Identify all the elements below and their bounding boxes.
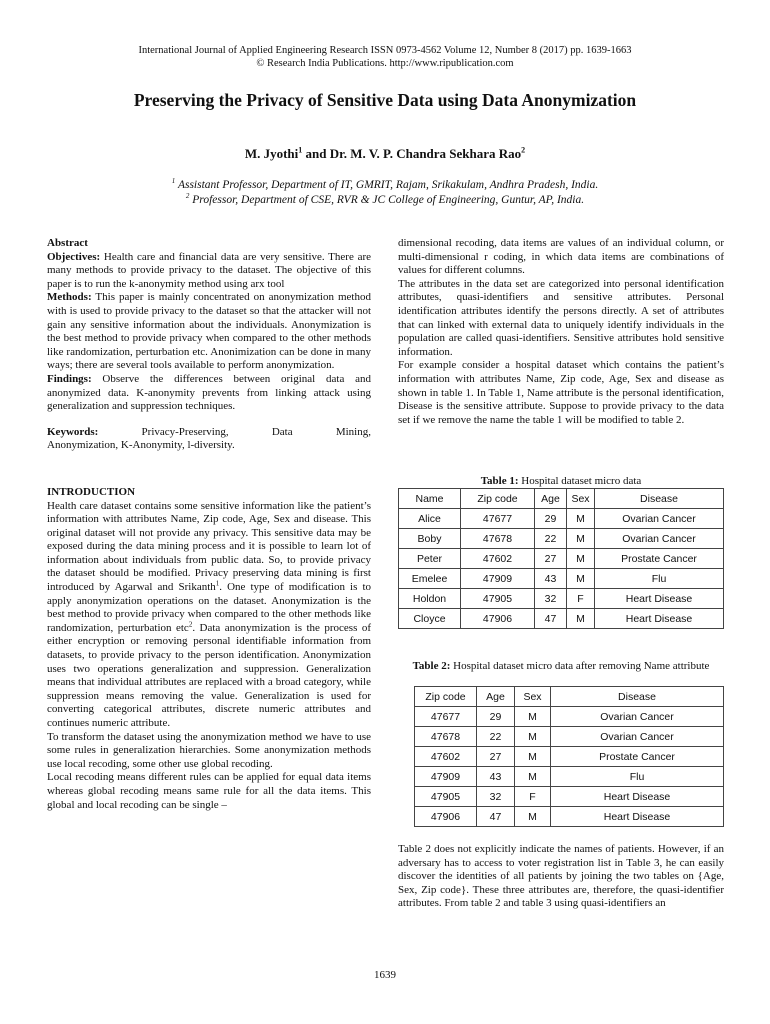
table-cell: 47678: [461, 529, 535, 549]
table-1-caption-text: Hospital dataset micro data: [518, 475, 642, 487]
table-cell: 47602: [415, 747, 477, 767]
table-cell: Holdon: [399, 589, 461, 609]
table-cell: Boby: [399, 529, 461, 549]
author-1: M. Jyothi: [244, 146, 299, 161]
column-header: Disease: [551, 687, 724, 707]
table-cell: 29: [535, 509, 567, 529]
table-cell: M: [515, 807, 551, 827]
journal-header-line2: © Research India Publications. http://www.ripublication.com: [256, 58, 514, 69]
table-cell: M: [567, 549, 595, 569]
table-cell: 47677: [461, 509, 535, 529]
column-header: Name: [399, 489, 461, 509]
right-column-bottom: [398, 843, 724, 911]
table-cell: 47909: [461, 569, 535, 589]
table-cell: Emelee: [399, 569, 461, 589]
table-row: [415, 747, 724, 767]
table-1: [398, 488, 724, 629]
table-cell: 47905: [461, 589, 535, 609]
right-column-top: [398, 237, 724, 427]
abstract-objectives: [47, 251, 371, 292]
table-cell: Heart Disease: [551, 807, 724, 827]
table-cell: M: [567, 529, 595, 549]
author-2: and Dr. M. V. P. Chandra Sekhara Rao: [302, 146, 522, 161]
table-row: [415, 707, 724, 727]
table-cell: Prostate Cancer: [595, 549, 724, 569]
table-cell: 27: [477, 747, 515, 767]
keyword-2: Data: [271, 425, 293, 438]
citation-2: 2: [188, 620, 193, 629]
table-cell: 47905: [415, 787, 477, 807]
table-1-caption: [398, 475, 724, 489]
affiliation-1: [0, 178, 770, 193]
table-header-row: [415, 687, 724, 707]
affiliation-2-text: Professor, Department of CSE, RVR & JC College of Engineering, Guntur, AP, India.: [189, 194, 585, 206]
citation-1: 1: [215, 579, 220, 588]
affiliation-2-sup: 2: [185, 192, 190, 201]
keywords-line-1: [47, 426, 371, 440]
affiliation-1-sup: 1: [171, 177, 176, 186]
column-header: Age: [477, 687, 515, 707]
table-cell: M: [515, 727, 551, 747]
table-cell: 47: [477, 807, 515, 827]
table-cell: 47602: [461, 549, 535, 569]
table-2-caption-text: Hospital dataset micro data after removing Name attribute: [450, 660, 710, 672]
table-row: [415, 807, 724, 827]
table-cell: Ovarian Cancer: [551, 707, 724, 727]
intro-p1-b: . One type of modification is to apply anonymization operations on the dataset. Anonymization is the best method to provide privacy when compared to the other methods like randomization, perturbation etc: [47, 581, 371, 634]
right-paragraph-1: dimensional recoding, data items are values of an individual column, or multi-dimensional r coding, in which data items are combinations of values for different columns.: [398, 237, 724, 277]
table-cell: 22: [477, 727, 515, 747]
table-cell: Flu: [551, 767, 724, 787]
abstract-heading: Abstract: [47, 237, 88, 249]
abstract-methods: [47, 291, 371, 373]
left-column: [47, 237, 371, 812]
right-paragraph-4: Table 2 does not explicitly indicate the names of patients. However, if an adversary has to access to voter registration list in Table 3, he can easily discover the identities of all patients by joining the two tables on {Age, Sex, Zip code}. These three attributes are, therefore, the quasi-identifier attributes. From table 2 and table 3 using quasi-identifiers an: [398, 843, 724, 910]
table-cell: Heart Disease: [551, 787, 724, 807]
author-2-sup: 2: [521, 145, 526, 155]
table-cell: Prostate Cancer: [551, 747, 724, 767]
column-header: Zip code: [415, 687, 477, 707]
right-paragraph-2: The attributes in the data set are categorized into personal identification attributes, quasi-identifiers and sensitive attributes. Personal identification attributes identify the persons directly. A set of attributes that can linked with external data to uniquely identify individuals in the population are called quasi-identifiers. Sensitive attributes hold sensitive information.: [398, 277, 724, 358]
journal-header: [0, 44, 770, 70]
table-cell: Flu: [595, 569, 724, 589]
table-cell: 27: [535, 549, 567, 569]
table-2: [414, 686, 724, 827]
table-cell: 47909: [415, 767, 477, 787]
table-cell: Alice: [399, 509, 461, 529]
objectives-label: Objectives:: [47, 250, 101, 263]
table-row: [399, 529, 724, 549]
table-cell: 29: [477, 707, 515, 727]
column-header: Zip code: [461, 489, 535, 509]
column-header: Sex: [515, 687, 551, 707]
intro-heading: INTRODUCTION: [47, 485, 136, 498]
table-cell: M: [515, 767, 551, 787]
intro-paragraph-1: [47, 500, 371, 731]
table-cell: M: [567, 509, 595, 529]
table-cell: 47906: [461, 609, 535, 629]
table-row: [399, 569, 724, 589]
table-cell: Cloyce: [399, 609, 461, 629]
table-cell: 47678: [415, 727, 477, 747]
findings-text: Observe the differences between original data and anonymized data. K-anonymity prevents from linking attack using generalization and suppression techniques.: [47, 372, 371, 413]
paper-title: Preserving the Privacy of Sensitive Data using Data Anonymization: [133, 90, 637, 110]
journal-header-line1: International Journal of Applied Engineering Research ISSN 0973-4562 Volume 12, Number 8 (2017) pp. 1639-1663: [138, 45, 632, 56]
table-2-caption-label: Table 2:: [412, 660, 451, 672]
methods-text: This paper is mainly concentrated on anonymization method with is used to provide privacy to the dataset so that the attacker will not gain any sensitive information about the individuals. Anonymization is the best method to provide privacy when compared to the other methods like randomization, perturbation etc. Anonimization can be done in many ways; there are several tools available to perform anonymization.: [47, 291, 371, 372]
right-paragraph-3: For example consider a hospital dataset which contains the patient’s information with attributes Name, Zip code, Age, Sex and disease as shown in table 1. In Table 1, Name attribute is the personal identification, Disease is the sensitive attribute. Suppose to provide privacy to the data set if we remove the name the table 1 will be modified to table 2.: [398, 359, 724, 426]
affiliation-2: [0, 193, 770, 208]
keywords-label: Keywords:: [47, 425, 99, 438]
table-cell: 47906: [415, 807, 477, 827]
affiliation-1-text: Assistant Professor, Department of IT, GMRIT, Rajam, Srikakulam, Andhra Pradesh, India.: [175, 179, 599, 191]
table-row: [399, 549, 724, 569]
keywords-line-2: Anonymization, K-Anonymity, l-diversity.: [47, 439, 235, 452]
table-cell: Ovarian Cancer: [595, 509, 724, 529]
column-header: Age: [535, 489, 567, 509]
table-cell: 43: [535, 569, 567, 589]
table-cell: Heart Disease: [595, 589, 724, 609]
table-cell: M: [567, 569, 595, 589]
table-cell: F: [515, 787, 551, 807]
table-cell: Ovarian Cancer: [595, 529, 724, 549]
affiliations: [0, 178, 770, 208]
table-cell: M: [515, 747, 551, 767]
table-row: [399, 609, 724, 629]
abstract-findings: [47, 373, 371, 414]
intro-p1-a: Health care dataset contains some sensitive information like the patient’s information with attributes Name, Zip code, Age, Sex and disease. This original dataset will not provide any privacy. This sensitive data may be exposed during the data mining process and it is possible to learn lot of information about individuals from public data. So, to provide privacy the dataset should be modified. Privacy preserving data mining is first introduced by Agarwal and Srikanth: [47, 499, 371, 594]
findings-label: Findings:: [47, 372, 92, 385]
table-cell: 32: [535, 589, 567, 609]
methods-label: Methods:: [47, 291, 92, 304]
table-cell: Heart Disease: [595, 609, 724, 629]
intro-paragraph-3: Local recoding means different rules can be applied for equal data items whereas global recoding means same rule for all the data items. This global and local recoding can be single –: [47, 771, 371, 811]
table-cell: Ovarian Cancer: [551, 727, 724, 747]
table-cell: M: [515, 707, 551, 727]
table-1-caption-label: Table 1:: [480, 475, 519, 487]
table-cell: 47677: [415, 707, 477, 727]
intro-p1-c: . Data anonymization is the process of either encryption or removing personal identifiable information from datasets, to provide privacy to the person identification. Anonymization uses two operations generalization and suppression. Generalization means that individual attributes are replaced with a broad category, while suppression means removing the value. Generalization is used for converting categorical attributes, discrete numeric attributes and continues numeric attribute.: [47, 621, 371, 729]
table-cell: 22: [535, 529, 567, 549]
table-cell: 47: [535, 609, 567, 629]
table-row: [399, 509, 724, 529]
intro-paragraph-2: To transform the dataset using the anonymization method we have to use some rules in generalization hierarchies. Some anonymization methods use local recoding, some other use global recoding.: [47, 730, 371, 770]
table-row: [399, 589, 724, 609]
table-row: [415, 767, 724, 787]
table-row: [415, 787, 724, 807]
table-cell: Peter: [399, 549, 461, 569]
table-cell: 43: [477, 767, 515, 787]
author-1-sup: 1: [298, 145, 303, 155]
authors: [0, 146, 770, 162]
keyword-1: Privacy-Preserving,: [141, 425, 229, 438]
objectives-text: Health care and financial data are very sensitive. There are many methods to provide privacy to the dataset. The objective of this paper is to run the k-anonymity method using arx tool: [47, 250, 371, 290]
keyword-3: Mining,: [335, 425, 371, 438]
table-cell: F: [567, 589, 595, 609]
table-cell: M: [567, 609, 595, 629]
page-number: 1639: [374, 969, 396, 981]
table-row: [415, 727, 724, 747]
table-2-caption: [398, 660, 724, 674]
column-header: Sex: [567, 489, 595, 509]
column-header: Disease: [595, 489, 724, 509]
table-header-row: [399, 489, 724, 509]
table-cell: 32: [477, 787, 515, 807]
